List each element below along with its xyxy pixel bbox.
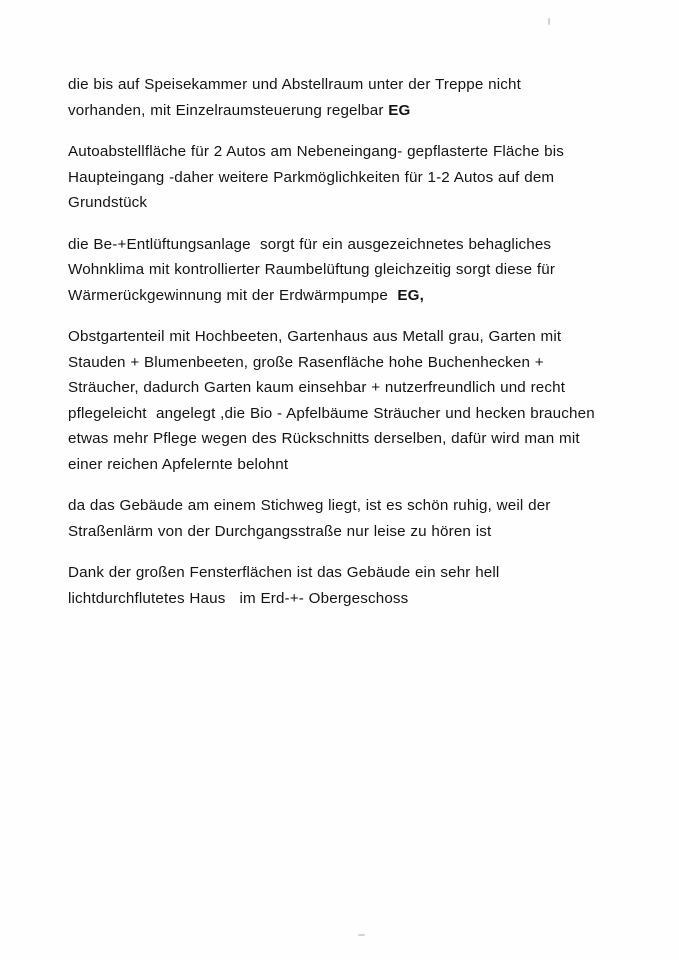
paragraph-text: da das Gebäude am einem Stichweg liegt, ist es schön ruhig, weil der Straßenlärm von der Durchgangsstraße nur leise zu hören ist	[68, 497, 556, 540]
paragraph-emphasis: EG	[388, 101, 411, 119]
paragraph-ventilation	[68, 232, 600, 309]
scan-artifact-icon	[548, 18, 550, 25]
paragraph-heating	[68, 72, 600, 123]
scan-artifact-icon	[358, 934, 365, 936]
paragraph-quiet-location	[68, 493, 600, 544]
paragraph-emphasis: EG,	[397, 286, 424, 304]
paragraph-text: die Be-+Entlüftungsanlage sorgt für ein ausgezeichnetes behagliches Wohnklima mit kontrollierter Raumbelüftung gleichzeitig sorgt diese für Wärmerückgewinnung mit der Erdwärmpumpe	[68, 235, 560, 304]
paragraph-parking	[68, 139, 600, 216]
document-body	[68, 72, 600, 627]
paragraph-garden	[68, 324, 600, 477]
paragraph-text: Autoabstellfläche für 2 Autos am Nebeneingang- gepflasterte Fläche bis Haupteingang -daher weitere Parkmöglichkeiten für 1-2 Autos auf dem Grundstück	[68, 143, 569, 211]
paragraph-text: Obstgartenteil mit Hochbeeten, Gartenhaus aus Metall grau, Garten mit Stauden + Blumenbeeten, große Rasenfläche hohe Buchenhecken + Sträucher, dadurch Garten kaum einsehbar + nutzerfreundlich und recht pflegeleicht angelegt ,die Bio - Apfelbäume Sträucher und hecken brauchen etwas mehr Pflege wegen des Rückschnitts derselben, dafür wird man mit einer reichen Apfelernte belohnt	[68, 328, 600, 473]
paragraph-text: die bis auf Speisekammer und Abstellraum unter der Treppe nicht vorhanden, mit Einzelraumsteuerung regelbar	[68, 76, 526, 119]
paragraph-text: Dank der großen Fensterflächen ist das Gebäude ein sehr hell lichtdurchflutetes Haus im Erd-+- Obergeschoss	[68, 564, 505, 607]
paragraph-windows-light	[68, 560, 600, 611]
